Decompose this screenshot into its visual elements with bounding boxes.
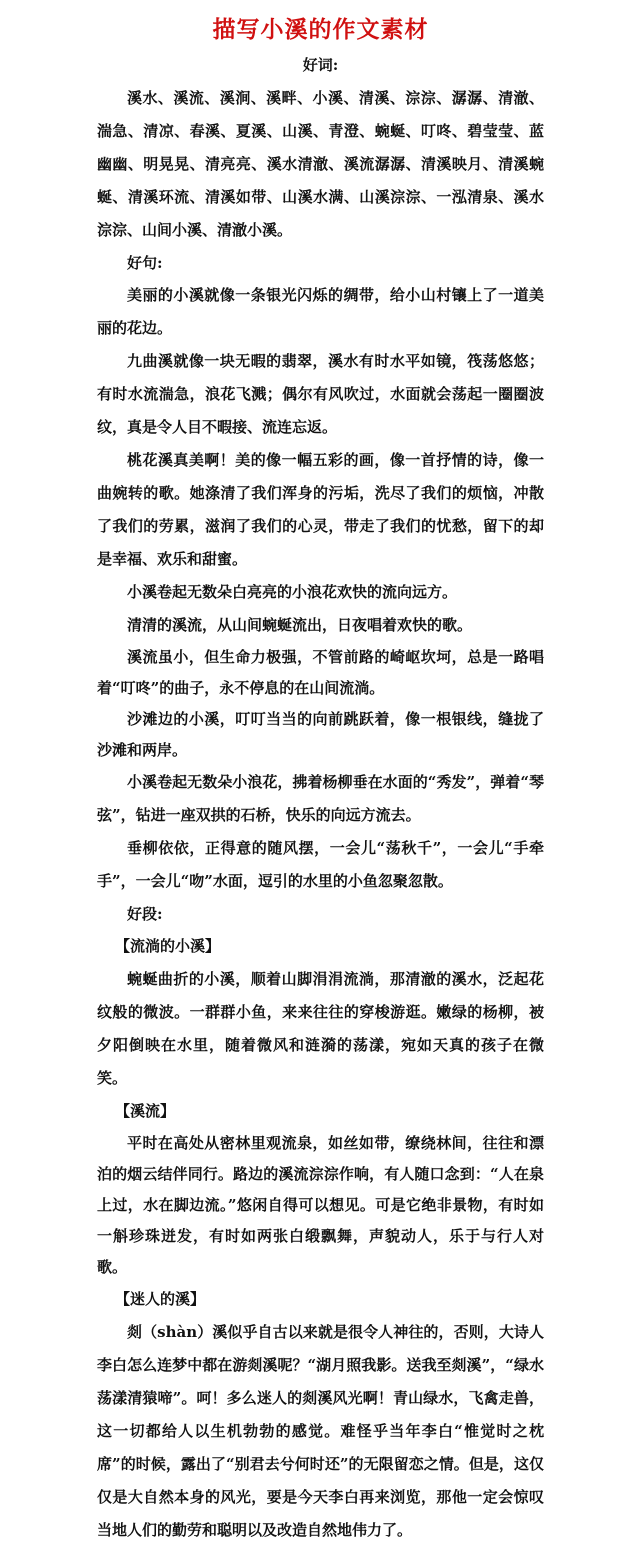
sentence-item: 清清的溪流，从山间蜿蜒流出，日夜唱着欢快的歌。 [127,616,473,634]
article-title: 描写小溪的作文素材 [212,17,429,43]
sentence-item: 小溪卷起无数朵小浪花，拂着杨柳垂在水面的“秀发”，弹着“琴弦”，钻进一座双拱的石桥，快乐的向远方流去。 [97,773,544,824]
paragraph-text: 蜿蜒曲折的小溪，顺着山脚涓涓流淌，那清澈的溪水，泛起花纹般的微波。一群群小鱼，来来往往的穿梭游逛。嫩绿的杨柳，被夕阳倒映在水里，随着微风和涟漪的荡漾，宛如天真的孩子在微笑。 [97,970,544,1087]
paragraph-heading: 【溪流】 [115,1102,176,1120]
paragraph-text: 平时在高处从密林里观流泉，如丝如带，缭绕林间，往往和漂泊的烟云结伴同行。路边的溪流淙淙作响，有人随口念到：“人在泉上过，水在脚边流。”悠闲自得可以想见。可是它绝非景物，有时如一斛珍珠迸发，有时如两张白缎飘舞，声貌动人，乐于与行人对歌。 [97,1134,544,1276]
sentence-item: 小溪卷起无数朵白亮亮的小浪花欢快的流向远方。 [127,583,458,601]
sentence-item: 美丽的小溪就像一条银光闪烁的绸带，给小山村镶上了一道美丽的花边。 [97,286,544,337]
good-paragraphs-label: 好段: [127,905,163,923]
good-words-text: 溪水、溪流、溪涧、溪畔、小溪、清溪、淙淙、潺潺、清澈、湍急、清凉、春溪、夏溪、山溪、青澄、蜿蜒、叮咚、碧莹莹、蓝幽幽、明晃晃、清亮亮、溪水清澈、溪流潺潺、清溪映月、清溪蜿蜒、清溪环流、清溪如带、山溪水满、山溪淙淙、一泓清泉、溪水淙淙、山间小溪、清澈小溪。 [97,89,544,239]
good-sentences-label: 好句: [127,254,163,272]
paragraph-heading: 【迷人的溪】 [115,1290,206,1308]
good-words-label: 好词: [302,56,339,74]
sentence-item: 九曲溪就像一块无暇的翡翠，溪水有时水平如镜，筏荡悠悠；有时水流湍急，浪花飞溅；偶尔有风吹过，水面就会荡起一圈圈波纹，真是令人目不暇接、流连忘返。 [97,352,544,436]
sentence-item: 垂柳依依，正得意的随风摆，一会儿“荡秋千”，一会儿“手牵手”，一会儿“吻”水面，逗引的水里的小鱼忽聚忽散。 [97,839,544,890]
sentence-item: 沙滩边的小溪，叮叮当当的向前跳跃着，像一根银线，缝拢了沙滩和两岸。 [97,710,544,759]
sentence-item: 桃花溪真美啊！美的像一幅五彩的画，像一首抒情的诗，像一曲婉转的歌。她涤清了我们浑身的污垢，洗尽了我们的烦恼，冲散了我们的劳累，滋润了我们的心灵，带走了我们的忧愁，留下的却是幸福、欢乐和甜蜜。 [97,451,544,568]
sentence-item: 溪流虽小，但生命力极强，不管前路的崎岖坎坷，总是一路唱着“叮咚”的曲子，永不停息的在山间流淌。 [97,648,544,697]
paragraph-heading: 【流淌的小溪】 [115,937,221,955]
paragraph-text: 剡（shàn）溪似乎自古以来就是很令人神往的，否则，大诗人李白怎么连梦中都在游剡溪呢？“湖月照我影。送我至剡溪”，“绿水荡漾清猿啼”。呵！多么迷人的剡溪风光啊！青山绿水，飞禽走兽，这一切都给人以生机勃勃的感觉。难怪乎当年李白“惟觉时之枕席”的时候，露出了“别君去兮何时还”的无限留恋之情。但是，这仅仅是大自然本身的风光，要是今天李白再来浏览，那他一定会惊叹当地人们的勤劳和聪明以及改造自然地伟力了。 [97,1323,544,1539]
